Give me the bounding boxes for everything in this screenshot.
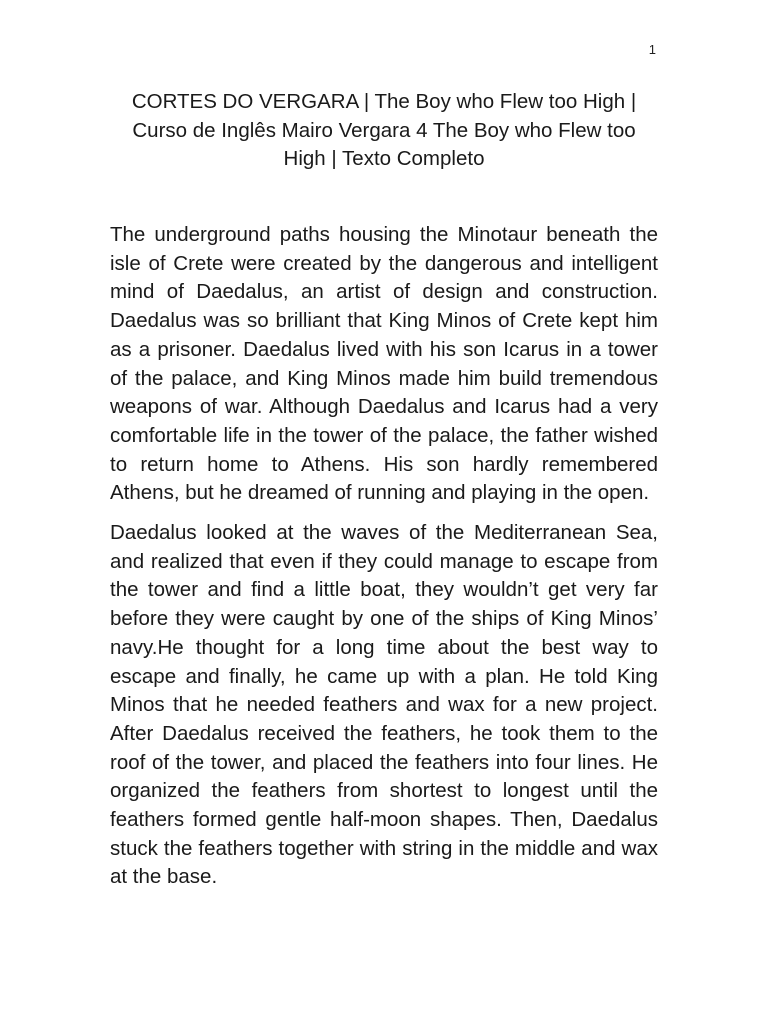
document-body (110, 221, 658, 903)
paragraph: The underground paths housing the Minotaur beneath the isle of Crete were created by the dangerous and intelligent mind of Daedalus, an artist of design and construction. Daedalus was so brilliant that King Minos of Crete kept him as a prisoner. Daedalus lived with his son Icarus in a tower of the palace, and King Minos made him build tremendous weapons of war. Although Daedalus and Icarus had a very comfortable life in the tower of the palace, the father wished to return home to Athens. His son hardly remembered Athens, but he dreamed of running and playing in the open. (110, 223, 658, 505)
document-title: CORTES DO VERGARA | The Boy who Flew too High | Curso de Inglês Mairo Vergara 4 The Boy who Flew too High | Texto Completo (131, 90, 637, 170)
page-number: 1 (648, 42, 656, 57)
paragraph: Daedalus looked at the waves of the Mediterranean Sea, and realized that even if they could manage to escape from the tower and find a little boat, they wouldn’t get very far before they were caught by one of the ships of King Minos’ navy.He thought for a long time about the best way to escape and finally, he came up with a plan. He told King Minos that he needed feathers and wax for a new project. After Daedalus received the feathers, he took them to the roof of the tower, and placed the feathers into four lines. He organized the feathers from shortest to longest until the feathers formed gentle half-moon shapes. Then, Daedalus stuck the feathers together with string in the middle and wax at the base. (110, 521, 658, 889)
